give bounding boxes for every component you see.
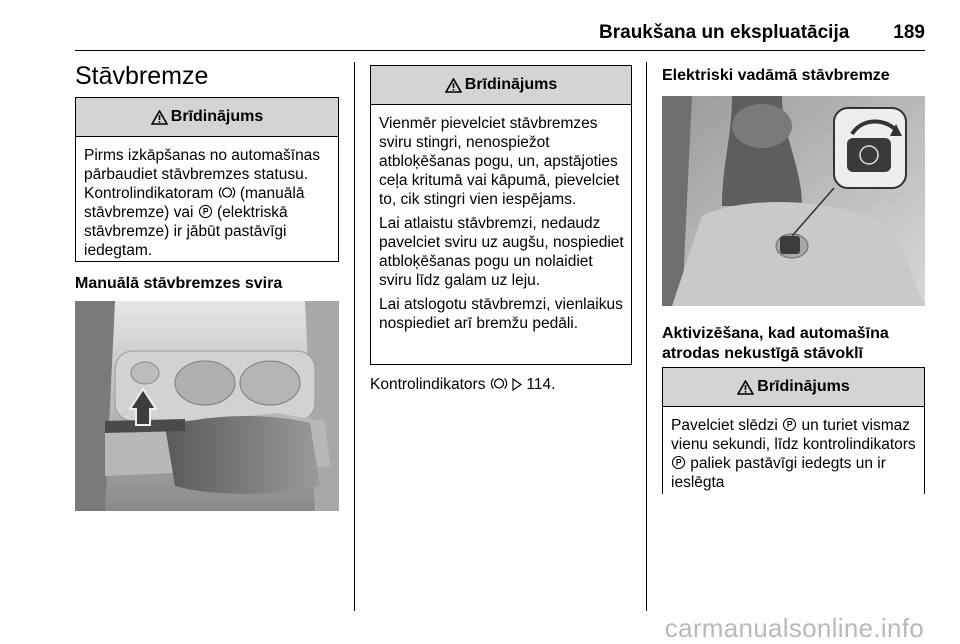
warning-heading: Brīdinājums [464, 76, 558, 93]
warning-paragraph-2: Lai atlaistu stāvbremzi, nedaudz pavelciet sviru uz augšu, nospiediet atbloķēšanas pogu un nolaidiet sviru līdz galam uz leju. [379, 215, 624, 289]
warning-text-3: paliek pastāvīgi iedegts un ir ieslēgta [671, 455, 886, 491]
warning-box-right [662, 367, 925, 494]
warning-header [371, 66, 631, 105]
warning-body [663, 407, 924, 492]
warning-text-2: (manuālā stāvbremze) vai [84, 185, 305, 221]
running-title: Braukšana un ekspluatācija [599, 22, 850, 43]
warning-heading: Brīdinājums [757, 378, 850, 395]
warning-heading: Brīdinājums [170, 108, 264, 125]
reference-page[interactable]: 114. [522, 376, 556, 393]
parking-brake-p-indicator-icon [671, 455, 686, 470]
heading-electric-brake: Elektriski vadāmā stāvbremze [662, 67, 890, 84]
warning-body [76, 137, 338, 260]
subheading-manual-lever: Manuālā stāvbremzes svira [75, 275, 283, 292]
warning-text-1: Pirms izkāpšanas no automašīnas pārbaudiet stāvbremzes statusu. Kontrolindikatoram [84, 147, 321, 202]
warning-triangle-icon [737, 380, 754, 395]
parking-brake-p-indicator-icon [782, 417, 797, 432]
warning-triangle-icon [151, 110, 168, 125]
indicator-reference [370, 375, 555, 394]
warning-text-1: Pavelciet slēdzi [671, 417, 783, 434]
warning-header [663, 368, 924, 407]
electric-brake-photo [662, 96, 925, 306]
brake-warning-indicator-icon [218, 185, 236, 200]
page-reference-arrow-icon[interactable] [512, 378, 522, 391]
column-divider-left [354, 62, 355, 611]
reference-label: Kontrolindikators [370, 376, 490, 393]
watermark: carmanualsonline.info [664, 613, 924, 643]
warning-triangle-icon [445, 78, 462, 93]
page-header [75, 22, 925, 51]
warning-text-3: (elektriskā stāvbremze) ir jābūt pastāvīgi iedegtam. [84, 204, 288, 259]
section-title: Stāvbremze [75, 62, 209, 90]
warning-text-2: un turiet vismaz vienu sekundi, līdz kontrolindikators [671, 417, 916, 453]
parking-brake-p-indicator-icon [198, 204, 213, 219]
column-divider-right [646, 62, 647, 611]
brake-warning-indicator-icon [490, 376, 508, 391]
warning-paragraph-3: Lai atslogotu stāvbremzi, vienlaikus nospiediet arī bremžu pedāli. [379, 296, 623, 332]
warning-header [76, 98, 338, 137]
warning-box-middle [370, 65, 632, 365]
subheading-activation: Aktivizēšana, kad automašīna atrodas nekustīgā stāvoklī [662, 325, 889, 362]
page-number: 189 [893, 22, 925, 43]
handbrake-lever-photo [75, 301, 339, 511]
warning-box-left [75, 97, 339, 262]
warning-body [371, 105, 631, 333]
warning-paragraph-1: Vienmēr pievelciet stāvbremzes sviru stingri, nenospiežot atbloķēšanas pogu, un, apstājoties ceļa kritumā vai kāpumā, pievelciet to, cik stingri vien iespējams. [379, 115, 620, 208]
